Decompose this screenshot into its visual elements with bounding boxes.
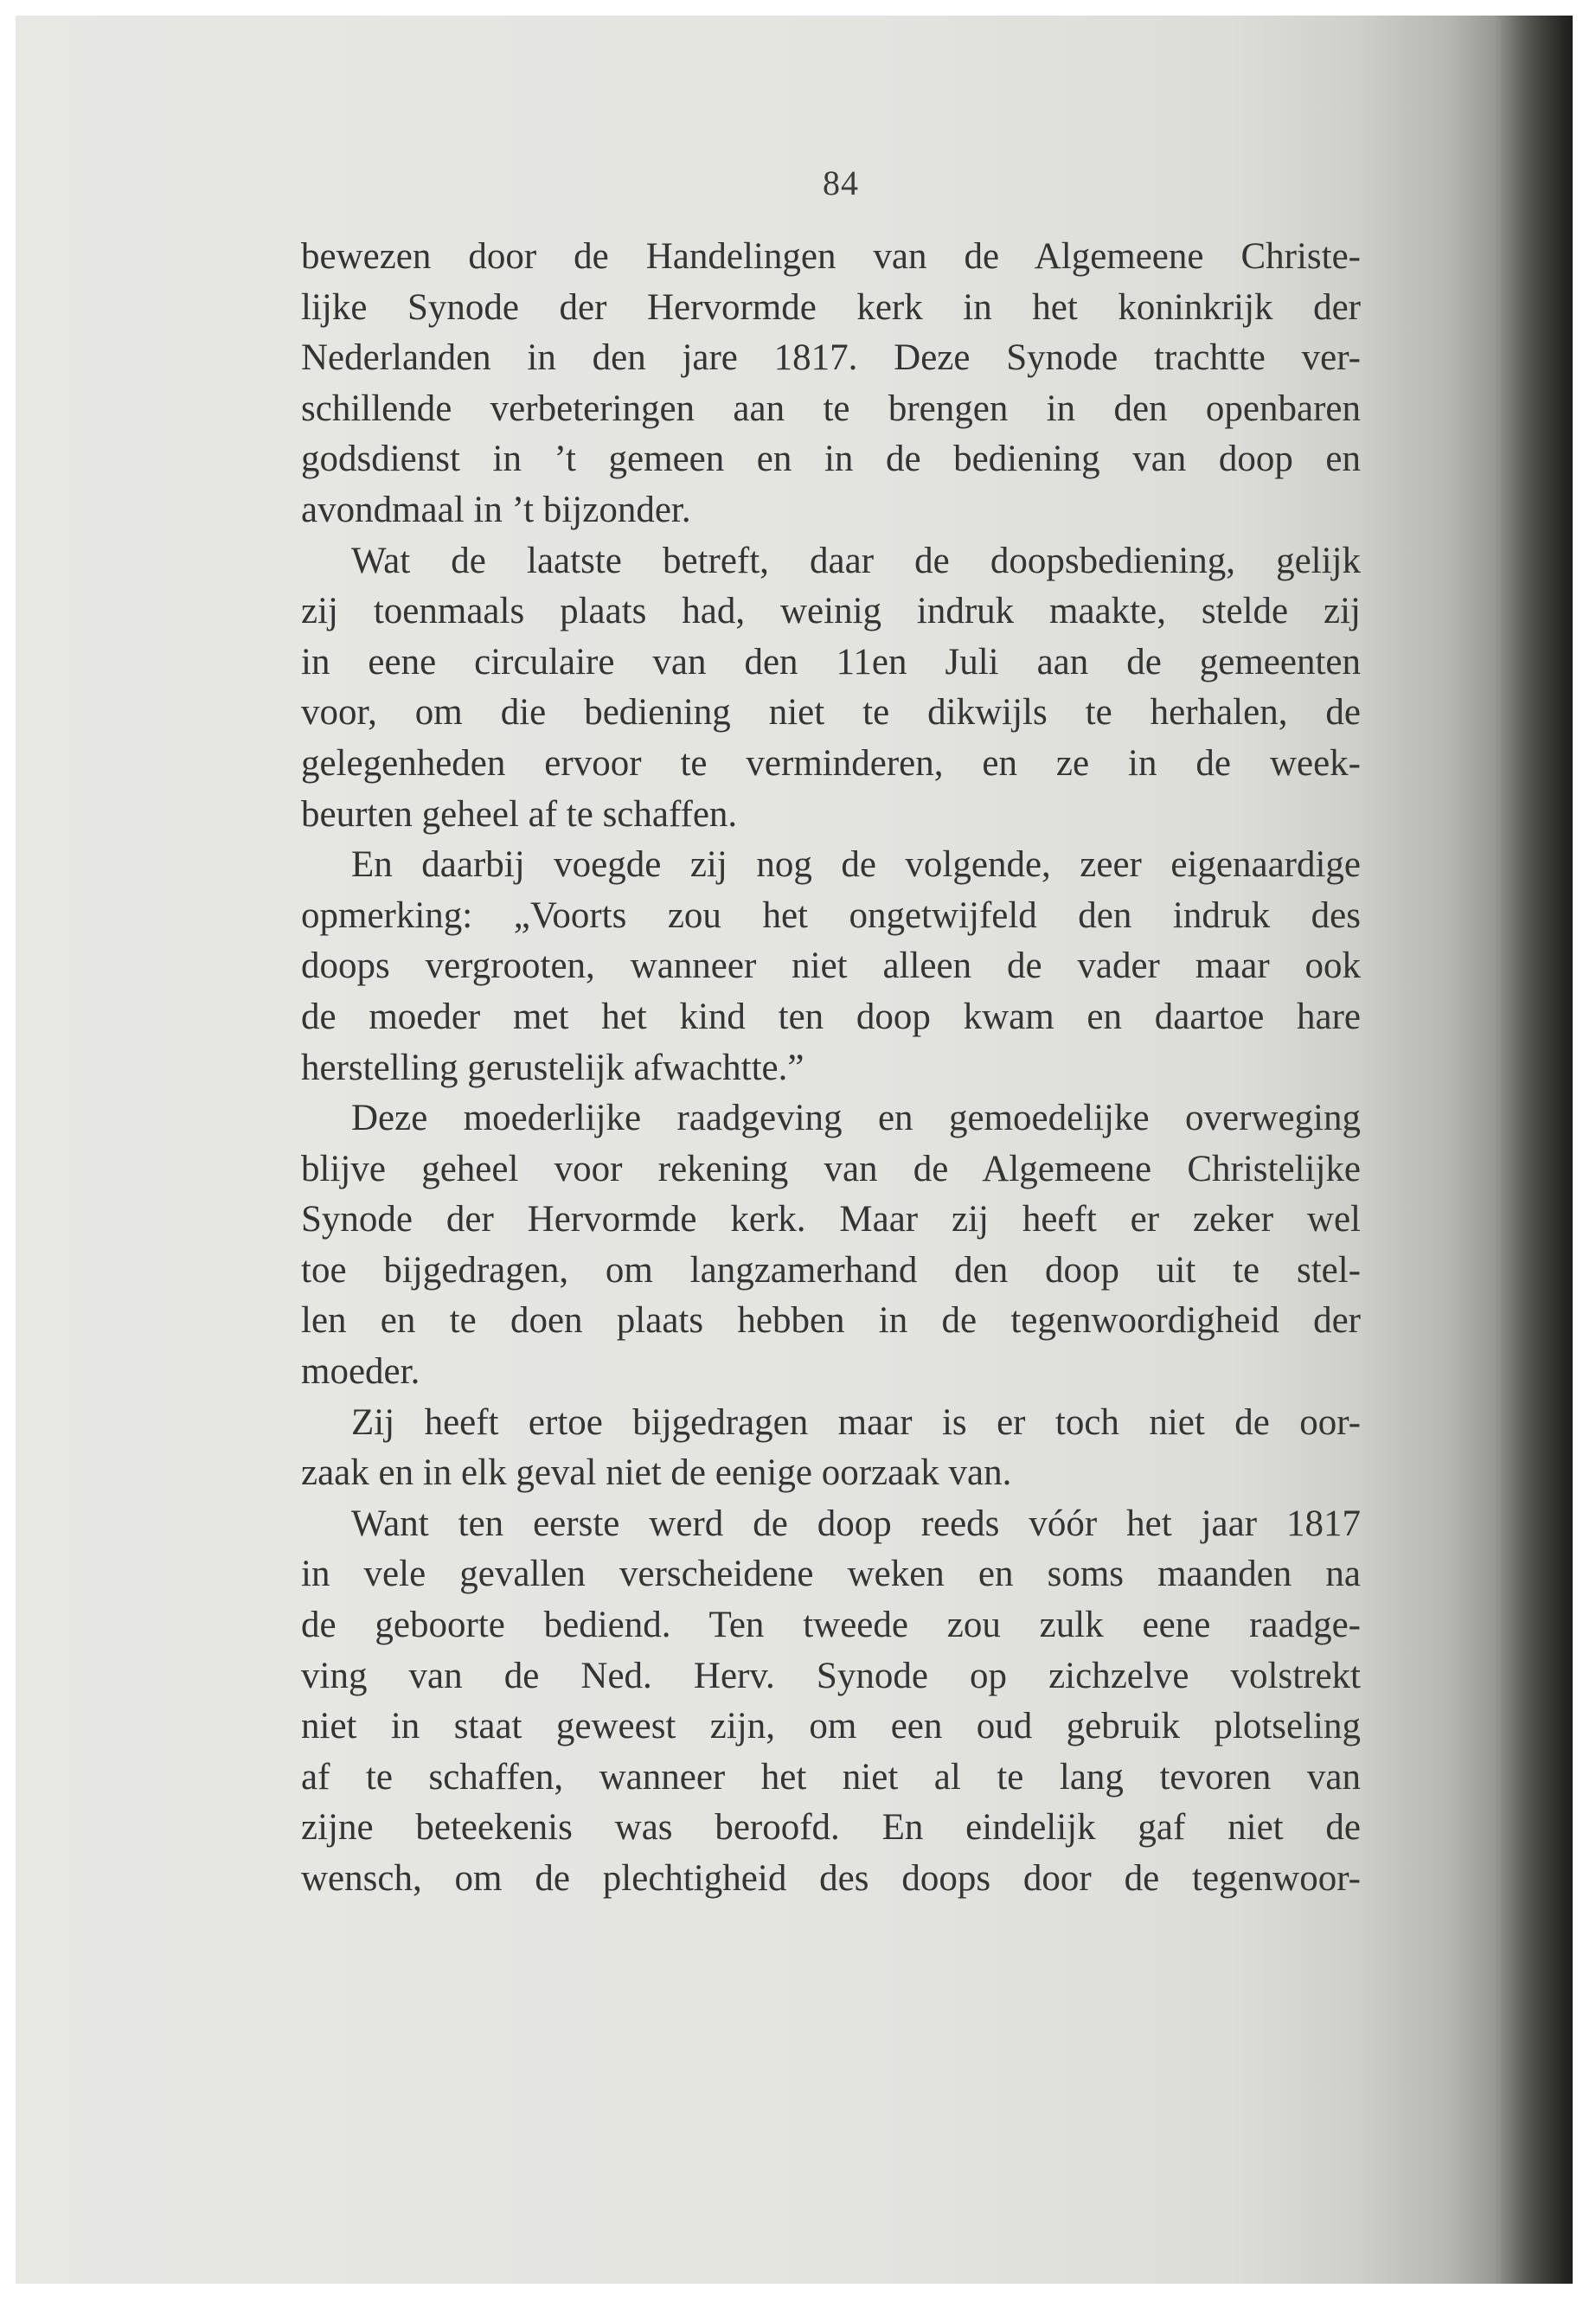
text-line: beurten geheel af te schaffen.	[301, 793, 738, 835]
text-line: Nederlanden in den jare 1817. Deze Synode trachtte ver-	[301, 337, 1361, 379]
text-line: in vele gevallen verscheidene weken en soms maanden na	[301, 1554, 1361, 1595]
text-line: af te schaffen, wanneer het niet al te lang tevoren van	[301, 1756, 1361, 1798]
text-line: niet in staat geweest zijn, om een oud gebruik plotseling	[301, 1706, 1361, 1747]
text-line: zaak en in elk geval niet de eenige oorzaak van.	[301, 1452, 1012, 1494]
page-number: 84	[823, 163, 859, 202]
text-line: Zij heeft ertoe bijgedragen maar is er toch niet de oor-	[351, 1401, 1361, 1443]
text-line: wensch, om de plechtigheid des doops door de tegenwoor-	[301, 1858, 1361, 1899]
text-line: voor, om die bediening niet te dikwijls te herhalen, de	[301, 692, 1361, 734]
text-line: Want ten eerste werd de doop reeds vóór het jaar 1817	[351, 1503, 1361, 1544]
text-line: zij toenmaals plaats had, weinig indruk maakte, stelde zij	[301, 591, 1361, 632]
text-line: de geboorte bediend. Ten tweede zou zulk eene raadge-	[301, 1605, 1361, 1646]
text-line: opmerking: „Voorts zou het ongetwijfeld den indruk des	[301, 894, 1361, 936]
text-line: in eene circulaire van den 11en Juli aan de gemeenten	[301, 641, 1361, 683]
text-line: avondmaal in ’t bijzonder.	[301, 489, 691, 530]
text-line: Synode der Hervormde kerk. Maar zij heeft er zeker wel	[301, 1199, 1361, 1240]
text-line: herstelling gerustelijk afwachtte.”	[301, 1047, 804, 1088]
text-line: Wat de laatste betreft, daar de doopsbediening, gelijk	[351, 540, 1361, 581]
text-line: de moeder met het kind ten doop kwam en daartoe hare	[301, 996, 1361, 1037]
text-line: lijke Synode der Hervormde kerk in het koninkrijk der	[301, 286, 1361, 328]
page-spine-shadow	[1495, 16, 1573, 2284]
text-line: schillende verbeteringen aan te brengen in den openbaren	[301, 388, 1361, 429]
text-line: doops vergrooten, wanneer niet alleen de vader maar ook	[301, 945, 1361, 987]
text-line: Deze moederlijke raadgeving en gemoedelijke overweging	[351, 1098, 1361, 1139]
text-line: En daarbij voegde zij nog de volgende, zeer eigenaardige	[351, 844, 1361, 886]
text-line: blijve geheel voor rekening van de Algemeene Christelijke	[301, 1148, 1361, 1189]
text-line: ving van de Ned. Herv. Synode op zichzelve volstrekt	[301, 1655, 1361, 1696]
text-line: bewezen door de Handelingen van de Algemeene Christe-	[301, 236, 1361, 277]
text-line: gelegenheden ervoor te verminderen, en ze in de week-	[301, 742, 1361, 784]
text-line: toe bijgedragen, om langzamerhand den doop uit te stel-	[301, 1249, 1361, 1291]
text-line: godsdienst in ’t gemeen en in de bediening van doop en	[301, 439, 1361, 480]
text-line: moeder.	[301, 1351, 420, 1393]
text-line: zijne beteekenis was beroofd. En eindelijk gaf niet de	[301, 1807, 1361, 1849]
text-line: len en te doen plaats hebben in de tegenwoordigheid der	[301, 1300, 1361, 1342]
body-text	[301, 232, 1361, 1905]
